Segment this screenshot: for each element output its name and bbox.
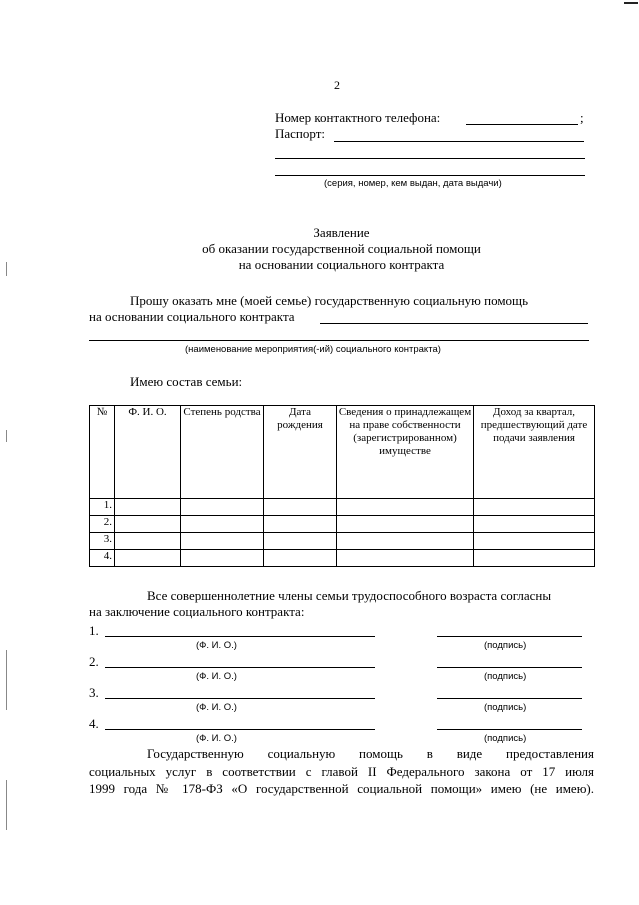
phone-label: Номер контактного телефона:	[275, 110, 441, 125]
cell-birthdate[interactable]	[264, 550, 337, 567]
scan-edge-mark	[6, 262, 7, 276]
row-number: 1.	[90, 499, 115, 516]
cell-income[interactable]	[474, 533, 595, 550]
scan-edge-mark	[6, 650, 7, 710]
column-header-birthdate: Дата рождения	[264, 406, 337, 499]
fio-caption: (Ф. И. О.)	[196, 702, 237, 713]
cell-property[interactable]	[337, 533, 474, 550]
column-header-fio: Ф. И. О.	[115, 406, 181, 499]
family-table	[89, 405, 595, 567]
cell-relation[interactable]	[181, 516, 264, 533]
contract-activity-field-line-1[interactable]	[320, 323, 588, 324]
cell-fio[interactable]	[115, 533, 181, 550]
fio-field-line[interactable]	[105, 667, 375, 668]
table-header-row	[90, 406, 595, 499]
cell-property[interactable]	[337, 499, 474, 516]
fio-field-line[interactable]	[105, 729, 375, 730]
cell-birthdate[interactable]	[264, 516, 337, 533]
fio-caption: (Ф. И. О.)	[196, 733, 237, 744]
phone-semicolon: ;	[580, 110, 584, 125]
document-title: Заявление	[313, 225, 370, 240]
cell-birthdate[interactable]	[264, 533, 337, 550]
request-text-line-2: на основании социального контракта	[89, 309, 295, 324]
signature-field-line[interactable]	[437, 729, 582, 730]
table-row	[90, 533, 595, 550]
scan-edge-mark	[6, 780, 7, 830]
final-text-line-3: 1999 года № 178-ФЗ «О государственной социальной помощи» имею (не имею).	[89, 781, 594, 796]
column-header-income: Доход за квартал, предшествующий дате подачи заявления	[474, 406, 595, 499]
cell-income[interactable]	[474, 499, 595, 516]
passport-caption: (серия, номер, кем выдан, дата выдачи)	[324, 178, 502, 189]
column-header-property: Сведения о принадлежащем на праве собственности (зарегистрированном) имуществе	[337, 406, 474, 499]
scan-edge-mark	[6, 430, 7, 442]
final-text-line-2: социальных услуг в соответствии с главой II Федерального закона от 17 июля	[89, 764, 594, 779]
row-number: 2.	[90, 516, 115, 533]
cell-income[interactable]	[474, 516, 595, 533]
family-intro: Имею состав семьи:	[130, 374, 243, 389]
row-number: 4.	[90, 550, 115, 567]
passport-field-line-3[interactable]	[275, 175, 585, 176]
cell-fio[interactable]	[115, 516, 181, 533]
cell-birthdate[interactable]	[264, 499, 337, 516]
phone-field-line[interactable]	[466, 124, 578, 125]
cell-relation[interactable]	[181, 499, 264, 516]
page-number: 2	[334, 78, 340, 92]
entry-number: 2.	[89, 654, 99, 669]
signature-field-line[interactable]	[437, 667, 582, 668]
signature-caption: (подпись)	[484, 702, 527, 713]
request-text-line-1: Прошу оказать мне (моей семье) государственную социальную помощь	[130, 293, 528, 308]
signature-field-line[interactable]	[437, 636, 582, 637]
document-subtitle-2: на основании социального контракта	[238, 257, 445, 272]
entry-number: 4.	[89, 716, 99, 731]
signature-field-line[interactable]	[437, 698, 582, 699]
entry-number: 1.	[89, 623, 99, 638]
table-row	[90, 550, 595, 567]
fio-field-line[interactable]	[105, 698, 375, 699]
cell-property[interactable]	[337, 550, 474, 567]
cell-fio[interactable]	[115, 499, 181, 516]
consent-text-line-1: Все совершеннолетние члены семьи трудоспособного возраста согласны	[147, 588, 552, 603]
table-row	[90, 499, 595, 516]
fio-caption: (Ф. И. О.)	[196, 671, 237, 682]
column-header-relation: Степень родства	[181, 406, 264, 499]
fio-caption: (Ф. И. О.)	[196, 640, 237, 651]
column-header-number: №	[90, 406, 115, 499]
contract-activity-field-line-2[interactable]	[89, 340, 589, 341]
signature-caption: (подпись)	[484, 640, 527, 651]
contract-activity-caption: (наименование мероприятия(-ий) социального контракта)	[185, 344, 441, 355]
table-row	[90, 516, 595, 533]
cell-relation[interactable]	[181, 533, 264, 550]
cell-income[interactable]	[474, 550, 595, 567]
signature-caption: (подпись)	[484, 671, 527, 682]
passport-label: Паспорт:	[275, 126, 326, 141]
cell-fio[interactable]	[115, 550, 181, 567]
passport-field-line-2[interactable]	[275, 158, 585, 159]
scan-corner-mark	[624, 2, 638, 4]
signature-caption: (подпись)	[484, 733, 527, 744]
cell-property[interactable]	[337, 516, 474, 533]
final-text-line-1: Государственную социальную помощь в виде предоставления	[147, 746, 594, 761]
fio-field-line[interactable]	[105, 636, 375, 637]
document-subtitle-1: об оказании государственной социальной помощи	[202, 241, 481, 256]
row-number: 3.	[90, 533, 115, 550]
passport-field-line-1[interactable]	[334, 141, 584, 142]
consent-text-line-2: на заключение социального контракта:	[89, 604, 305, 619]
entry-number: 3.	[89, 685, 99, 700]
cell-relation[interactable]	[181, 550, 264, 567]
